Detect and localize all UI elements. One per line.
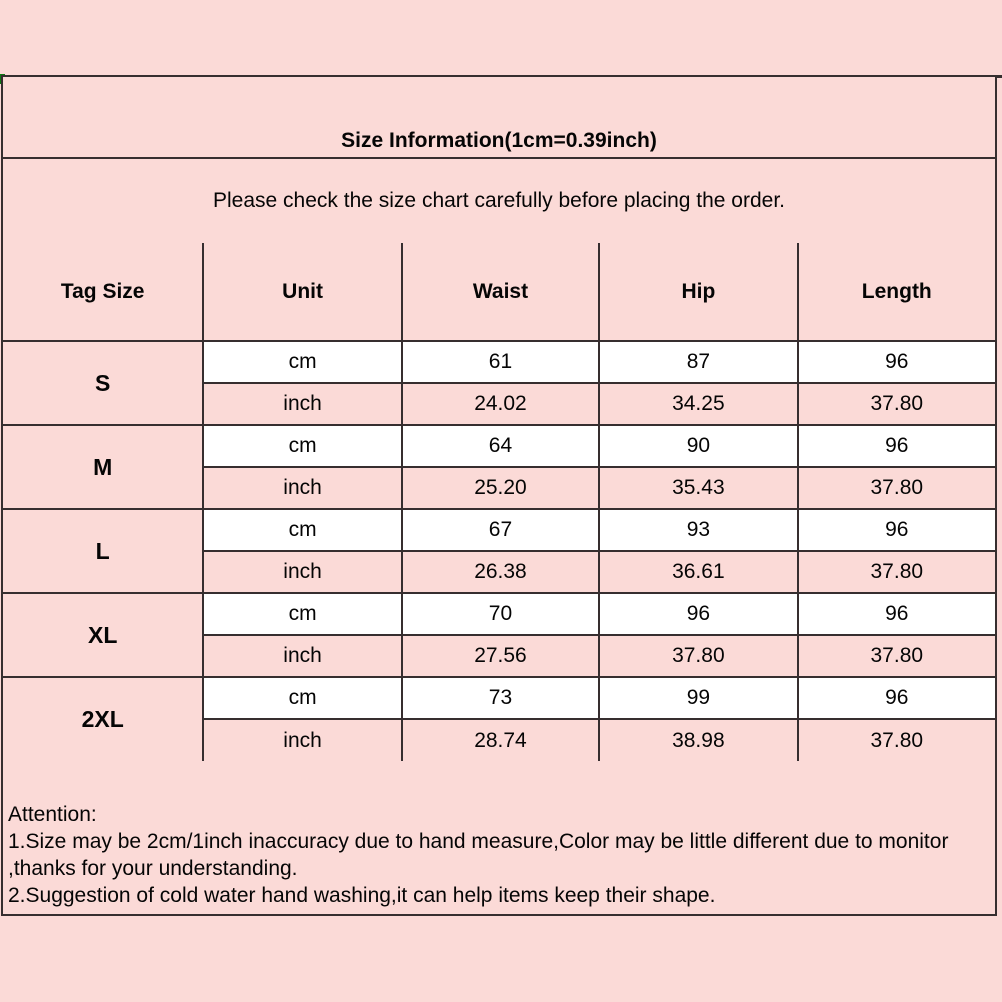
column-header-unit: Unit <box>203 243 401 341</box>
size-row-m-cm <box>3 425 995 467</box>
unit-label-cell: inch <box>203 467 401 509</box>
value-cell-hip: 96 <box>599 593 797 635</box>
value-cell-waist: 28.74 <box>402 719 599 761</box>
size-label-cell: 2XL <box>3 677 203 761</box>
value-cell-hip: 93 <box>599 509 797 551</box>
attention-heading: Attention: <box>8 803 97 826</box>
size-row-xl-cm <box>3 593 995 635</box>
value-cell-waist: 61 <box>402 341 599 383</box>
unit-label-cell: inch <box>203 383 401 425</box>
value-cell-waist: 70 <box>402 593 599 635</box>
value-cell-length: 96 <box>798 677 995 719</box>
value-cell-waist: 67 <box>402 509 599 551</box>
value-cell-length: 96 <box>798 509 995 551</box>
value-cell-hip: 38.98 <box>599 719 797 761</box>
value-cell-hip: 99 <box>599 677 797 719</box>
chart-subtitle: Please check the size chart carefully before placing the order. <box>213 189 785 212</box>
value-cell-length: 96 <box>798 425 995 467</box>
size-table <box>3 243 995 761</box>
unit-label-cell: cm <box>203 341 401 383</box>
chart-title: Size Information(1cm=0.39inch) <box>3 77 995 159</box>
value-cell-hip: 90 <box>599 425 797 467</box>
value-cell-length: 37.80 <box>798 383 995 425</box>
value-cell-waist: 25.20 <box>402 467 599 509</box>
unit-label-cell: inch <box>203 551 401 593</box>
value-cell-length: 37.80 <box>798 551 995 593</box>
value-cell-length: 96 <box>798 593 995 635</box>
size-row-l-cm <box>3 509 995 551</box>
value-cell-waist: 73 <box>402 677 599 719</box>
size-label-cell: S <box>3 341 203 425</box>
attention-line: 1.Size may be 2cm/1inch inaccuracy due to hand measure,Color may be little different due to monitor <box>8 830 949 853</box>
attention-note <box>3 761 995 914</box>
value-cell-hip: 87 <box>599 341 797 383</box>
size-label-cell: XL <box>3 593 203 677</box>
value-cell-length: 37.80 <box>798 467 995 509</box>
value-cell-waist: 24.02 <box>402 383 599 425</box>
column-header-tag-size: Tag Size <box>3 243 203 341</box>
column-header-length: Length <box>798 243 995 341</box>
column-header-waist: Waist <box>402 243 599 341</box>
size-table-header-row <box>3 243 995 341</box>
value-cell-waist: 27.56 <box>402 635 599 677</box>
value-cell-hip: 34.25 <box>599 383 797 425</box>
unit-label-cell: cm <box>203 677 401 719</box>
size-row-2xl-cm <box>3 677 995 719</box>
attention-line: ,thanks for your understanding. <box>8 857 298 880</box>
size-row-s-cm <box>3 341 995 383</box>
size-chart-panel <box>1 75 997 916</box>
value-cell-hip: 35.43 <box>599 467 797 509</box>
value-cell-hip: 37.80 <box>599 635 797 677</box>
unit-label-cell: cm <box>203 593 401 635</box>
value-cell-hip: 36.61 <box>599 551 797 593</box>
size-label-cell: L <box>3 509 203 593</box>
value-cell-length: 37.80 <box>798 719 995 761</box>
value-cell-length: 37.80 <box>798 635 995 677</box>
unit-label-cell: cm <box>203 425 401 467</box>
size-label-cell: M <box>3 425 203 509</box>
column-header-hip: Hip <box>599 243 797 341</box>
value-cell-length: 96 <box>798 341 995 383</box>
value-cell-waist: 26.38 <box>402 551 599 593</box>
unit-label-cell: inch <box>203 719 401 761</box>
unit-label-cell: cm <box>203 509 401 551</box>
value-cell-waist: 64 <box>402 425 599 467</box>
attention-line: 2.Suggestion of cold water hand washing,it can help items keep their shape. <box>8 884 716 907</box>
unit-label-cell: inch <box>203 635 401 677</box>
